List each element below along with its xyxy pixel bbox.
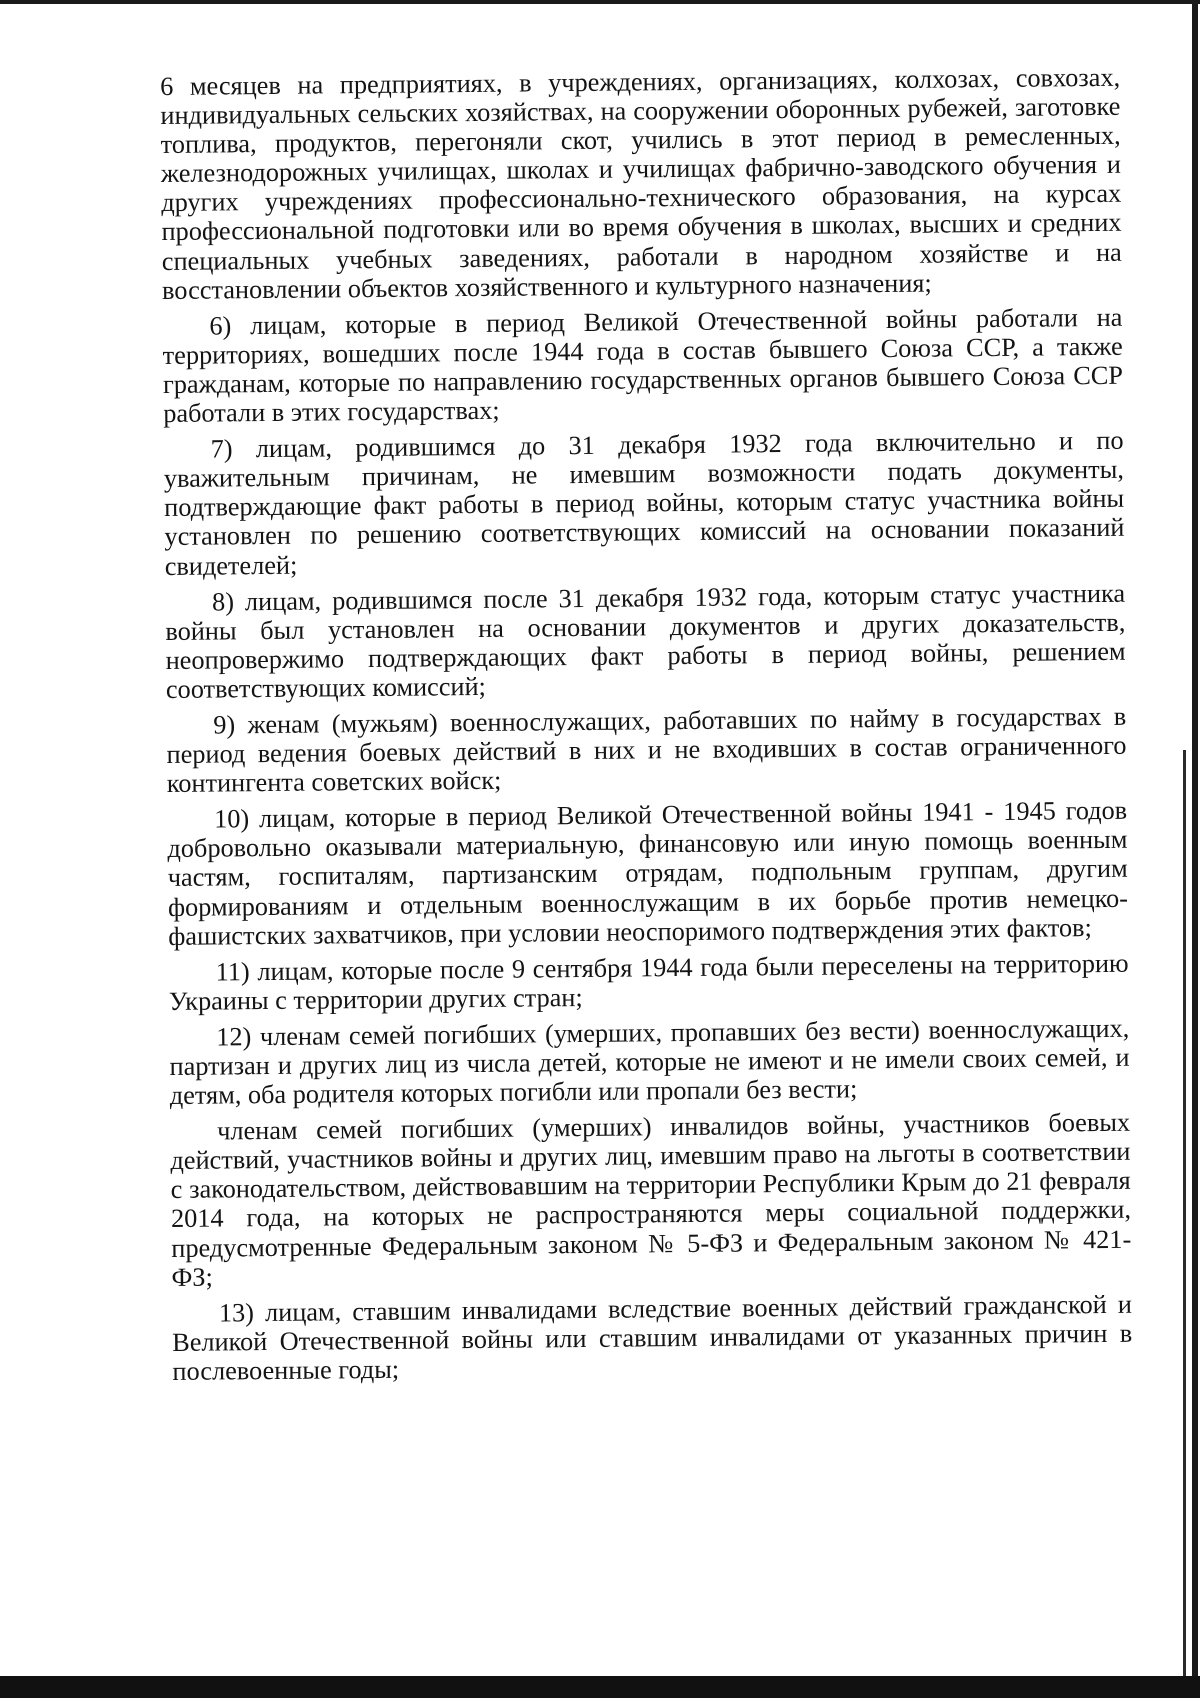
document-body	[160, 63, 1133, 1386]
paragraph-item-12-families: членам семей погибших (умерших) инвалидов войны, участников боевых действий, участников войны и других лиц, имевшим право на льготы в соответствии с законодательством, действовавшим на территории Республики Крым до 21 февраля 2014 года, на которых не распространяются меры социальной поддержки, предусмотренные Федеральным законом № 5-ФЗ и Федеральным законом № 421-ФЗ;	[170, 1107, 1132, 1292]
paragraph-continuation: 6 месяцев на предприятиях, в учреждениях, организациях, колхозах, совхозах, индивидуальных сельских хозяйствах, на сооружении оборонных рубежей, заготовке топлива, продуктов, перегоняли скот, учились в этот период в ремесленных, железнодорожных училищах, школах и училищах фабрично-заводского обучения и других учреждениях профессионально-технического образования, на курсах профессиональной подготовки или во время обучения в школах, высших и средних специальных учебных заведениях, работали в народном хозяйстве и на восстановлении объектов хозяйственного и культурного назначения;	[160, 62, 1122, 305]
scan-border-top	[0, 0, 1200, 4]
paragraph-item-10: 10) лицам, которые в период Великой Отечественной войны 1941 - 1945 годов добровольно оказывали материальную, финансовую или иную помощь военным частям, госпиталям, партизанским отрядам, подпольным группам, другим формированиям и отдельным военнослужащим в их борьбе против немецко-фашистских захватчиков, при условии неоспоримого подтверждения этих фактов;	[167, 796, 1129, 951]
paragraph-item-7: 7) лицам, родившимся до 31 декабря 1932 года включительно и по уважительным причинам, не имевшим возможности подать документы, подтверждающие факт работы в период войны, которым статус участника войны установлен по решению соответствующих комиссий на основании показаний свидетелей;	[163, 425, 1125, 581]
scan-border-right-inner	[1183, 750, 1186, 1698]
paragraph-item-8: 8) лицам, родившимся после 31 декабря 1932 года, которым статус участника войны был установлен на основании документов и других доказательств, неопровержимо подтверждающих факт работы в период войны, решением соответствующих комиссий;	[165, 578, 1126, 704]
scan-border-bottom	[0, 1676, 1200, 1698]
paragraph-item-13: 13) лицам, ставшим инвалидами вследствие военных действий гражданской и Великой Отечественной войны или ставшим инвалидами от указанных причин в послевоенные годы;	[172, 1289, 1133, 1386]
paragraph-item-6: 6) лицам, которые в период Великой Отечественной войны работали на территориях, вошедших после 1944 года в состав бывшего Союза ССР, а также гражданам, которые по направлению государственных органов бывшего Союза ССР работали в этих государствах;	[162, 302, 1124, 429]
scan-border-right	[1192, 0, 1198, 1698]
paragraph-item-9: 9) женам (мужьям) военнослужащих, работавших по найму в государствах в период ведения боевых действий в них и не входивших в состав ограниченного контингента советских войск;	[166, 701, 1127, 799]
paragraph-item-12: 12) членам семей погибших (умерших, пропавших без вести) военнослужащих, партизан и других лиц из числа детей, которые не имеют и не имели своих семей, и детям, оба родителя которых погибли или пропали без вести;	[169, 1013, 1130, 1111]
paragraph-item-11: 11) лицам, которые после 9 сентября 1944 года были переселены на территорию Украины с территории других стран;	[168, 948, 1129, 1016]
